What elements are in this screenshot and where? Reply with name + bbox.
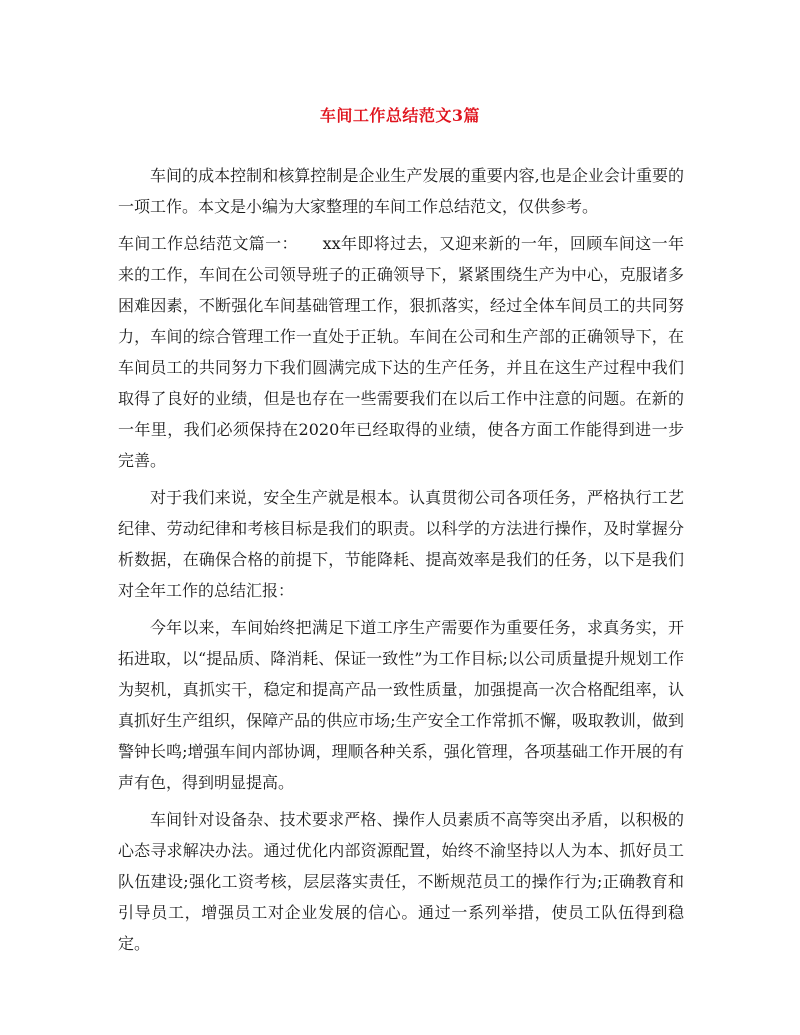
paragraph-safety: 对于我们来说，安全生产就是根本。认真贯彻公司各项任务，严格执行工艺纪律、劳动纪律和考核目标是我们的职责。以科学的方法进行操作，及时掌握分析数据，在确保合格的前提下，节能降耗、提高效率是我们的任务，以下是我们对全年工作的总结汇报： <box>118 488 684 600</box>
paragraph-year-review: 今年以来，车间始终把满足下道工序生产需要作为重要任务，求真务实，开拓进取，以“提品质、降消耗、保证一致性”为工作目标;以公司质量提升规划工作为契机，真抓实干，稳定和提高产品一致性质量，加强提高一次合格配组率，认真抓好生产组织，保障产品的供应市场;生产安全工作常抓不懈，吸取教训，做到警钟长鸣;增强车间内部协调，理顺各种关系，强化管理，各项基础工作开展的有声有色，得到明显提高。 <box>118 618 684 792</box>
paragraph-intro: 车间的成本控制和核算控制是企业生产发展的重要内容,也是企业会计重要的一项工作。本文是小编为大家整理的车间工作总结范文，仅供参考。 <box>118 166 684 216</box>
document-title: 车间工作总结范文3篇 <box>319 106 481 125</box>
document-body <box>118 160 684 965</box>
paragraph-part-one: 车间工作总结范文篇一： xx年即将过去，又迎来新的一年，回顾车间这一年来的工作，车间在公司领导班子的正确领导下，紧紧围绕生产为中心，克服诸多困难因素，不断强化车间基础管理工作，狠抓落实，经过全体车间员工的共同努力，车间的综合管理工作一直处于正轨。车间在公司和生产部的正确领导下，在车间员工的共同努力下我们圆满完成下达的生产任务，并且在这生产过程中我们取得了良好的业绩，但是也存在一些需要我们在以后工作中注意的问题。在新的一年里，我们必须保持在2020年已经取得的业绩，使各方面工作能得到进一步完善。 <box>118 234 684 470</box>
paragraph-staff: 车间针对设备杂、技术要求严格、操作人员素质不高等突出矛盾，以积极的心态寻求解决办法。通过优化内部资源配置，始终不渝坚持以人为本、抓好员工队伍建设;强化工资考核，层层落实责任，不断规范员工的操作行为;正确教育和引导员工，增强员工对企业发展的信心。通过一系列举措，使员工队伍得到稳定。 <box>118 810 684 953</box>
